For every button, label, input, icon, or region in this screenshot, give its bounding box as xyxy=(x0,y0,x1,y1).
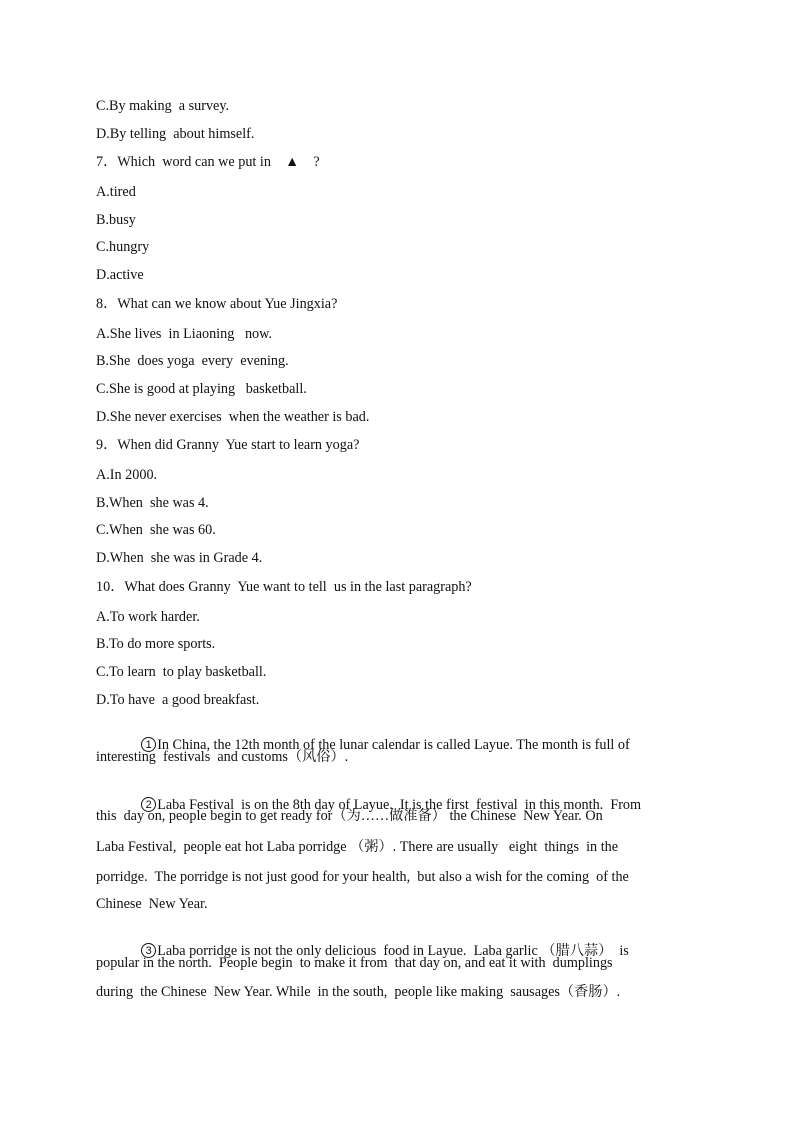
q7-option-b: B.busy xyxy=(96,212,136,228)
q6-option-d: D.By telling about himself. xyxy=(96,126,255,142)
q7-option-c: C.hungry xyxy=(96,239,150,255)
q8-option-d: D.She never exercises when the weather is bad. xyxy=(96,409,370,425)
q7-option-d: D.active xyxy=(96,267,144,283)
q7-stem: 7．Which word can we put in ▲ ? xyxy=(96,154,320,170)
q9-option-c: C.When she was 60. xyxy=(96,522,216,538)
q8-stem: 8．What can we know about Yue Jingxia? xyxy=(96,296,338,312)
q10-option-b: B.To do more sports. xyxy=(96,636,216,652)
paragraph-3-line-2: popular in the north. People begin to make it from that day on, and eat it with dumplings xyxy=(96,955,613,971)
q10-stem: 10．What does Granny Yue want to tell us in the last paragraph? xyxy=(96,579,472,595)
paragraph-2-line-1: Laba Festival is on the 8th day of Layue. It is the first festival in this month. From xyxy=(157,797,642,813)
q8-option-b: B.She does yoga every evening. xyxy=(96,353,289,369)
paragraph-number-3: 3 xyxy=(141,943,156,958)
q9-option-a: A.In 2000. xyxy=(96,467,158,483)
paragraph-1-line-2: interesting festivals and customs（风俗）. xyxy=(96,749,349,765)
q6-option-c: C.By making a survey. xyxy=(96,98,230,114)
paragraph-number-2: 2 xyxy=(141,797,156,812)
paragraph-1-line-1: In China, the 12th month of the lunar calendar is called Layue. The month is full of xyxy=(157,737,630,753)
q8-option-c: C.She is good at playing basketball. xyxy=(96,381,307,397)
paragraph-number-1: 1 xyxy=(141,737,156,752)
q9-option-d: D.When she was in Grade 4. xyxy=(96,550,263,566)
q9-option-b: B.When she was 4. xyxy=(96,495,209,511)
q7-option-a: A.tired xyxy=(96,184,136,200)
paragraph-2-line-4: porridge. The porridge is not just good for your health, but also a wish for the coming of the xyxy=(96,869,629,885)
q10-option-a: A.To work harder. xyxy=(96,609,200,625)
paragraph-2-line-2: this day on, people begin to get ready for（为……做准备） the Chinese New Year. On xyxy=(96,808,603,824)
q10-option-d: D.To have a good breakfast. xyxy=(96,692,260,708)
paragraph-3-line-1: Laba porridge is not the only delicious food in Layue. Laba garlic （腊八蒜） is xyxy=(157,943,629,959)
paragraph-3-line-3: during the Chinese New Year. While in the south, people like making sausages（香肠）. xyxy=(96,984,621,1000)
q10-option-c: C.To learn to play basketball. xyxy=(96,664,267,680)
paragraph-2-line-3: Laba Festival, people eat hot Laba porridge （粥）. There are usually eight things in the xyxy=(96,839,619,855)
paragraph-2-line-5: Chinese New Year. xyxy=(96,896,208,912)
q8-option-a: A.She lives in Liaoning now. xyxy=(96,326,273,342)
q9-stem: 9．When did Granny Yue start to learn yoga? xyxy=(96,437,360,453)
